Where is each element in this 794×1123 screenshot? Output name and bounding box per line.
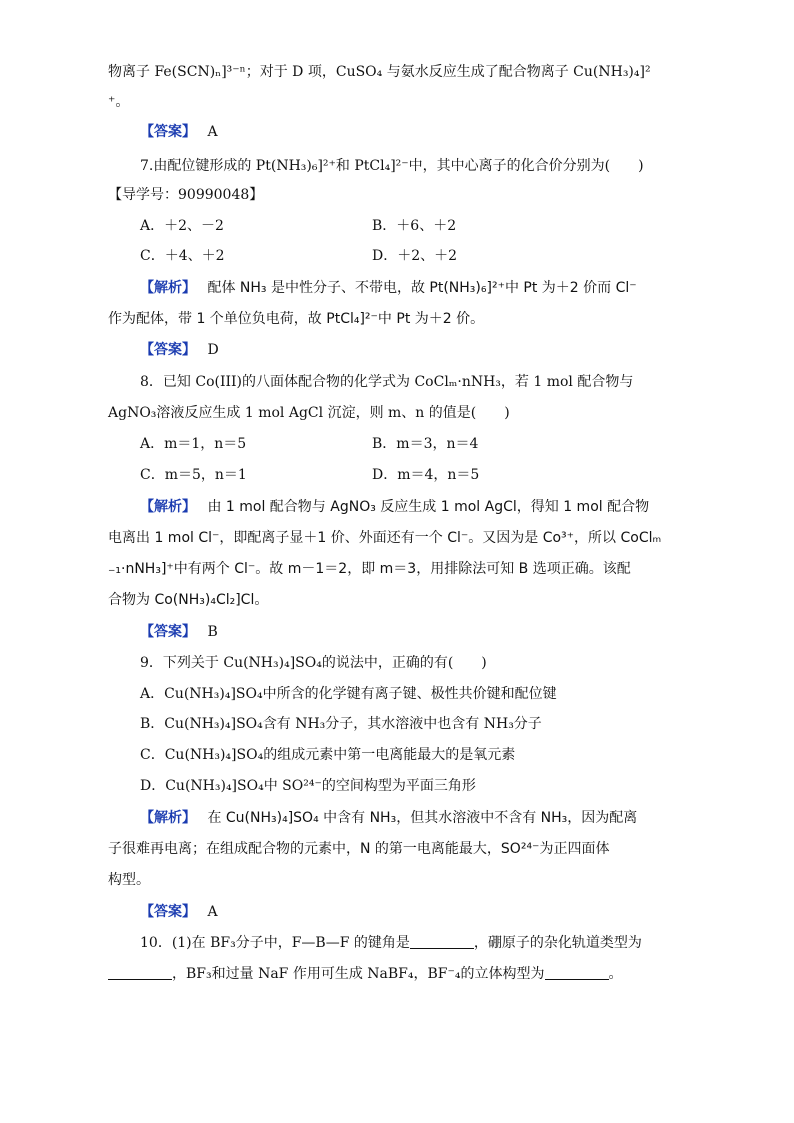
answer-blank — [410, 934, 474, 949]
text-line: ⁺。 — [108, 94, 130, 110]
text-line: 物离子 Fe(SCN)ₙ]³⁻ⁿ；对于 D 项，CuSO₄ 与氨水反应生成了配合物离子 Cu(NH₃)₄]² — [108, 64, 651, 80]
analysis-text: 配体 NH₃ 是中性分子、不带电，故 Pt(NH₃)₆]²⁺中 Pt 为＋2 价而 Cl⁻ — [207, 280, 637, 296]
analysis-line — [140, 808, 637, 828]
option-d: D．Cu(NH₃)₄]SO₄中 SO²⁴⁻的空间构型为平面三角形 — [140, 778, 476, 794]
option-c: C．m＝5，n＝1 — [140, 467, 247, 483]
answer-value: A — [207, 124, 218, 140]
answer-value: A — [207, 904, 218, 920]
question-10-stem — [108, 964, 623, 984]
analysis-tag: 【解析】 — [140, 810, 189, 826]
answer-tag: 【答案】 — [140, 904, 189, 920]
question-10-stem — [140, 933, 642, 953]
option-b: B．＋6、＋2 — [372, 218, 457, 234]
option-d: D．＋2、＋2 — [372, 248, 458, 264]
option-b: B．Cu(NH₃)₄]SO₄含有 NH₃分子，其水溶液中也含有 NH₃分子 — [140, 716, 542, 732]
answer-line — [140, 340, 219, 360]
analysis-tag: 【解析】 — [140, 280, 189, 296]
option-d: D．m＝4，n＝5 — [372, 467, 480, 483]
option-a: A．Cu(NH₃)₄]SO₄中所含的化学键有离子键、极性共价键和配位键 — [140, 686, 557, 702]
question-text: ，硼原子的杂化轨道类型为 — [473, 935, 642, 951]
answer-line — [140, 122, 218, 142]
question-8-stem: AgNO₃溶液反应生成 1 mol AgCl 沉淀，则 m、n 的值是( ) — [108, 405, 510, 421]
analysis-line — [140, 278, 637, 298]
answer-tag: 【答案】 — [140, 342, 189, 358]
analysis-line: 子很难再电离；在组成配合物的元素中，N 的第一电离能最大，SO²⁴⁻为正四面体 — [108, 841, 610, 857]
answer-value: B — [207, 624, 218, 640]
analysis-line: 电离出 1 mol Cl⁻，即配离子显＋1 价、外面还有一个 Cl⁻。又因为是 Co³⁺，所以 CoClₘ — [108, 530, 662, 546]
analysis-text: 在 Cu(NH₃)₄]SO₄ 中含有 NH₃，但其水溶液中不含有 NH₃，因为配离 — [207, 810, 638, 826]
question-8-stem: 8．已知 Co(III)的八面体配合物的化学式为 CoClₘ·nNH₃，若 1 mol 配合物与 — [140, 374, 634, 390]
answer-blank — [108, 965, 172, 980]
answer-line — [140, 902, 218, 922]
guide-number: 【导学号：90990048】 — [108, 187, 264, 203]
option-b: B．m＝3，n＝4 — [372, 436, 479, 452]
answer-tag: 【答案】 — [140, 624, 189, 640]
option-a: A．m＝1，n＝5 — [140, 436, 247, 452]
analysis-tag: 【解析】 — [140, 499, 189, 515]
analysis-line: 合物为 Co(NH₃)₄Cl₂]Cl。 — [108, 592, 269, 608]
question-text: 10．(1)在 BF₃分子中，F—B—F 的键角是 — [140, 935, 410, 951]
question-7-stem: 7.由配位键形成的 Pt(NH₃)₆]²⁺和 PtCl₄]²⁻中，其中心离子的化合价分别为( ) — [140, 158, 644, 174]
answer-tag: 【答案】 — [140, 124, 189, 140]
analysis-line: ₋₁·nNH₃]⁺中有两个 Cl⁻。故 m－1＝2，即 m＝3，用排除法可知 B 选项正确。该配 — [108, 561, 631, 577]
option-a: A．＋2、－2 — [140, 218, 224, 234]
answer-value: D — [207, 342, 219, 358]
analysis-line: 构型。 — [108, 872, 150, 888]
analysis-line: 作为配体，带 1 个单位负电荷，故 PtCl₄]²⁻中 Pt 为＋2 价。 — [108, 311, 485, 327]
question-text: 。 — [608, 966, 623, 982]
option-c: C．＋4、＋2 — [140, 248, 225, 264]
question-9-stem: 9．下列关于 Cu(NH₃)₄]SO₄的说法中，正确的有( ) — [140, 655, 487, 671]
analysis-text: 由 1 mol 配合物与 AgNO₃ 反应生成 1 mol AgCl，得知 1 mol 配合物 — [207, 499, 650, 515]
analysis-line — [140, 497, 649, 517]
answer-blank — [545, 965, 609, 980]
question-text: ，BF₃和过量 NaF 作用可生成 NaBF₄，BF⁻₄的立体构型为 — [172, 966, 545, 982]
answer-line — [140, 622, 218, 642]
option-c: C．Cu(NH₃)₄]SO₄的组成元素中第一电离能最大的是氧元素 — [140, 747, 516, 763]
